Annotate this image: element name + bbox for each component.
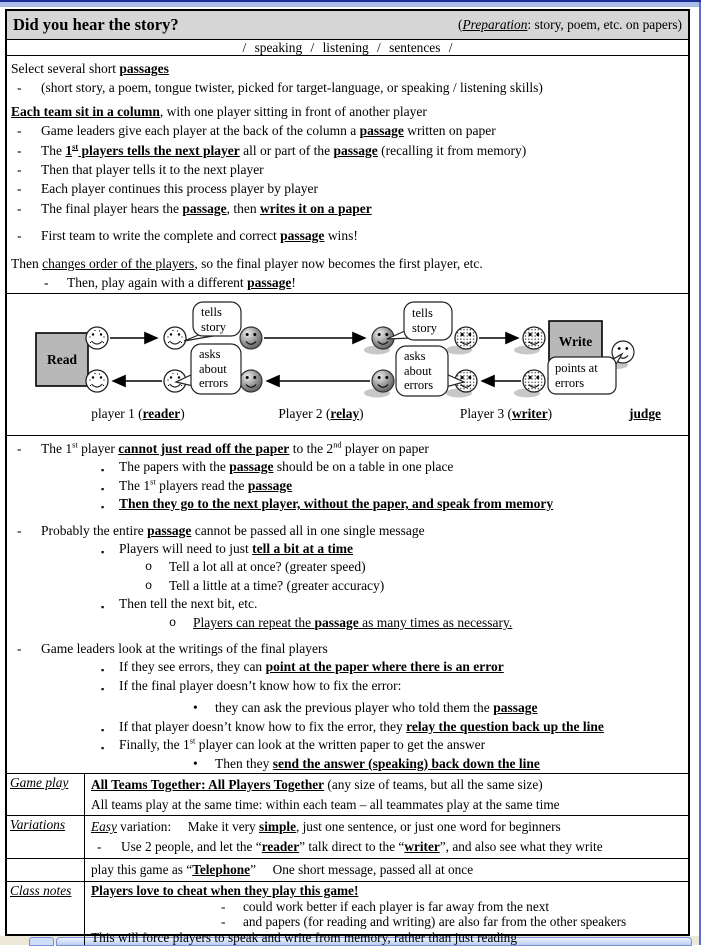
judge-label: judge — [629, 406, 661, 421]
text-segment: , then — [226, 200, 260, 216]
text-line — [11, 640, 684, 658]
bullet-marker: ▪ — [101, 724, 105, 735]
classnotes-row — [7, 882, 688, 945]
text-segment: passage — [247, 275, 292, 291]
text-segment: ”, and also see what they write — [439, 838, 603, 854]
text-segment: The — [41, 142, 66, 158]
text-line — [91, 775, 682, 795]
text-segment: Players will need to just — [119, 541, 253, 557]
label-text: ) — [180, 406, 185, 421]
bullet-marker: ▪ — [101, 683, 105, 694]
text-segment: passage — [247, 477, 293, 493]
text-segment: Probably the entire — [41, 522, 148, 538]
rules-section — [7, 436, 688, 774]
bullet-marker: - — [17, 200, 22, 216]
player3-smiley-icon — [523, 370, 545, 392]
bullet-marker: - — [17, 162, 22, 178]
text-line — [11, 102, 684, 121]
bubble-text-asks-2 — [404, 349, 433, 393]
text-line — [11, 658, 684, 676]
text-segment: player can look at the written paper to get the answer — [195, 737, 486, 753]
text-line — [11, 699, 684, 717]
text-line — [11, 558, 684, 576]
bubble-line: points at — [555, 361, 598, 375]
bullet-marker: - — [17, 123, 22, 139]
text-segment: The 1 — [41, 441, 73, 456]
read-box-label: Read — [47, 351, 77, 367]
text-segment: Then that player tells it to the next player — [41, 162, 264, 178]
bullet-marker: - — [221, 898, 226, 914]
text-segment: ! — [291, 275, 296, 291]
text-segment: Game play — [10, 775, 69, 790]
text-segment: st — [72, 440, 78, 450]
text-segment: tell a bit at a time — [252, 541, 353, 557]
text-segment: as many times as necessary. — [358, 614, 513, 630]
bubble-line: asks — [404, 349, 426, 363]
text-segment: , just one sentence, or just one word for beginners — [295, 819, 561, 834]
bullet-marker: ▪ — [101, 465, 105, 476]
label-text: ) — [547, 406, 553, 421]
text-segment: This will force players to speak and write from memory, rather than just reading — [91, 929, 517, 945]
bubble-line: tells — [412, 306, 433, 320]
text-segment: Tell a lot all at once? (greater speed) — [169, 559, 366, 575]
page-title: Did you hear the story? — [13, 15, 179, 34]
bullet-marker: ▪ — [101, 602, 105, 613]
text-segment: Players can repeat the — [193, 614, 315, 630]
text-segment: All Teams Together: All Players Together — [91, 777, 325, 792]
text-segment: Class notes — [10, 883, 72, 898]
header-row — [7, 11, 688, 40]
text-segment: passage — [333, 142, 378, 158]
text-segment: Variations — [10, 817, 66, 832]
text-segment: nd — [333, 440, 342, 450]
bullet-marker: ▪ — [101, 665, 105, 676]
text-segment: (recalling it from memory) — [377, 142, 527, 158]
text-segment: passage — [359, 123, 404, 139]
text-line — [11, 677, 684, 695]
bubble-line: story — [412, 320, 437, 335]
label-role: writer — [511, 406, 548, 421]
intro-section — [7, 56, 688, 294]
bullet-marker: o — [169, 615, 177, 630]
text-line — [91, 817, 682, 837]
text-line — [11, 179, 684, 198]
text-line — [11, 254, 684, 273]
preparation-note — [458, 17, 682, 33]
variations-label — [7, 816, 85, 858]
text-line — [11, 614, 684, 632]
text-segment: ( — [457, 17, 463, 32]
bullet-marker: • — [193, 755, 198, 771]
lesson-document — [5, 9, 690, 945]
gameplay-row — [7, 774, 688, 816]
player1-smiley-icon — [86, 327, 108, 349]
text-segment: , with one player sitting in front of another player — [159, 103, 427, 119]
bubble-line: asks — [199, 347, 221, 361]
text-segment: variation: Make it very — [116, 819, 260, 834]
text-segment: player on paper — [341, 441, 429, 456]
player3-label — [460, 406, 552, 422]
bubble-text-asks-1 — [199, 347, 228, 391]
bullet-marker: ▪ — [101, 483, 105, 494]
player3-smiley-icon — [523, 327, 545, 349]
text-line — [11, 59, 684, 78]
text-line — [11, 160, 684, 179]
text-segment: send the answer (speaking) back down the line — [272, 755, 540, 771]
skills-row: / speaking / listening / sentences / — [7, 40, 688, 56]
bubble-line: about — [404, 363, 432, 378]
text-line — [11, 458, 684, 476]
text-segment: st — [72, 142, 79, 152]
text-segment: play this game as “ — [91, 862, 193, 877]
variations-row — [7, 816, 688, 859]
text-segment: wins! — [324, 228, 358, 244]
telephone-row — [7, 859, 688, 882]
text-segment: Each team sit in a column — [11, 103, 160, 119]
text-line — [91, 795, 682, 815]
classnotes-content — [85, 882, 688, 945]
text-segment: written on paper — [403, 123, 496, 139]
text-segment: player — [77, 441, 119, 456]
text-segment: Select several short — [11, 61, 120, 76]
text-segment: point at the paper where there is an error — [265, 659, 504, 675]
text-line — [11, 495, 684, 513]
bullet-marker: - — [17, 142, 22, 158]
text-segment: passage — [280, 228, 325, 244]
text-segment: Game leaders give each player at the back of the column a — [41, 123, 360, 139]
write-box-label: Write — [558, 334, 593, 349]
text-segment: players tells the next player — [78, 142, 240, 158]
bullet-marker: - — [221, 914, 226, 929]
text-line — [11, 522, 684, 540]
text-segment: changes order of the players — [42, 255, 195, 271]
diagram-section — [7, 294, 688, 436]
text-segment: writer — [404, 838, 440, 854]
player1-smiley-icon — [86, 370, 108, 392]
text-line — [11, 121, 684, 140]
bullet-marker: ▪ — [101, 547, 105, 558]
bullet-marker: o — [145, 578, 153, 593]
text-segment: Each player continues this process player by player — [41, 181, 319, 197]
window-top-edge — [0, 0, 701, 9]
bullet-marker: - — [17, 80, 22, 96]
text-line — [11, 141, 684, 160]
text-line — [11, 199, 684, 218]
gameplay-content — [85, 774, 688, 815]
bullet-marker: - — [44, 275, 49, 291]
bubble-line: errors — [555, 375, 585, 390]
label-text: Player 2 ( — [278, 406, 331, 421]
text-line — [11, 577, 684, 595]
bullet-marker: o — [145, 560, 153, 575]
player3-smiley-icon — [455, 327, 477, 349]
text-line — [11, 736, 684, 754]
text-segment: all or part of the — [239, 142, 334, 158]
variations-content — [85, 816, 688, 858]
text-line — [91, 860, 682, 879]
text-segment: ” One short message, passed all at once — [250, 862, 474, 877]
text-segment: Then, play again with a different — [67, 275, 248, 291]
text-line — [91, 837, 682, 857]
text-segment: reader — [261, 838, 300, 854]
label-role: relay — [330, 406, 360, 421]
text-line — [11, 78, 684, 97]
text-segment: Preparation — [462, 17, 528, 32]
text-segment: , so the final player now becomes the first player, etc. — [194, 255, 483, 271]
text-segment: Finally, the 1 — [119, 737, 190, 753]
bullet-marker: - — [97, 838, 102, 854]
telephone-content — [85, 859, 688, 881]
text-segment: Game leaders look at the writings of the final players — [41, 641, 328, 657]
text-segment: Then they go to the next player, without the paper, and speak from memory — [119, 496, 554, 512]
text-segment: could work better if each player is far away from the next — [243, 898, 550, 914]
text-segment: Then they — [215, 755, 273, 771]
text-segment: cannot just read off the paper — [118, 441, 290, 456]
text-segment: 1 — [65, 142, 73, 158]
classnotes-label — [7, 882, 85, 945]
text-segment: and papers (for reading and writing) are also far from the other speakers — [243, 914, 627, 929]
text-line — [11, 718, 684, 736]
text-line — [11, 755, 684, 773]
player2-smiley-icon — [240, 327, 262, 349]
text-segment: Then — [11, 255, 43, 271]
text-segment: Players love to cheat when they play this game! — [91, 883, 359, 898]
text-segment: If they see errors, they can — [119, 659, 266, 675]
bullet-marker: ▪ — [101, 743, 105, 754]
bullet-marker: - — [17, 522, 22, 538]
text-segment: (any size of teams, but all the same size) — [324, 777, 543, 792]
player2-label — [278, 406, 363, 422]
text-line — [11, 477, 684, 495]
text-line — [11, 226, 684, 245]
text-segment: The final player hears the — [41, 200, 183, 216]
bullet-marker: - — [17, 228, 22, 244]
gameplay-label — [7, 774, 85, 815]
text-segment: Then tell the next bit, etc. — [119, 596, 258, 612]
label-text: ) — [359, 406, 364, 421]
text-line — [11, 540, 684, 558]
text-segment: st — [150, 477, 156, 487]
bullet-marker: ▪ — [101, 502, 105, 513]
bubble-text-points — [555, 361, 598, 390]
player2-smiley-icon — [240, 370, 262, 392]
text-segment: passage — [147, 522, 192, 538]
label-text: Player 3 ( — [459, 406, 512, 421]
text-segment: passage — [493, 700, 538, 716]
text-segment: should be on a table in one place — [273, 459, 454, 475]
player1-label — [91, 406, 184, 422]
text-segment: (short story, a poem, tongue twister, picked for target-language, or speaking / listening skills) — [41, 80, 543, 96]
bullet-marker: - — [17, 181, 22, 197]
player1-smiley-icon — [164, 327, 186, 349]
text-segment: passage — [182, 200, 227, 216]
text-line — [91, 899, 682, 915]
text-segment: relay the question back up the line — [406, 718, 604, 734]
text-segment: The papers with the — [119, 459, 230, 475]
text-segment: writes it on a paper — [259, 200, 372, 216]
text-segment: First team to write the complete and correct — [41, 228, 281, 244]
text-segment: passages — [119, 61, 169, 76]
bullet-marker: - — [17, 641, 22, 657]
text-segment: passage — [314, 614, 359, 630]
text-segment: they can ask the previous player who told them the — [215, 700, 494, 716]
text-line — [91, 914, 682, 930]
label-text: player 1 ( — [91, 406, 143, 421]
text-segment: If that player doesn’t know how to fix the error, they — [119, 718, 407, 734]
label-role: reader — [142, 406, 181, 421]
player2-smiley-icon — [372, 370, 394, 392]
bubble-line: errors — [199, 376, 229, 390]
bubble-line: errors — [404, 378, 434, 392]
text-line — [11, 273, 684, 292]
bullet-marker: - — [17, 441, 22, 456]
text-segment: simple — [259, 819, 296, 834]
text-segment: st — [189, 736, 196, 746]
bullet-marker: • — [193, 700, 198, 716]
bubble-line: story — [201, 319, 226, 334]
text-segment: cannot be passed all in one single message — [191, 522, 425, 538]
text-line — [11, 440, 684, 458]
text-segment: Telephone — [192, 862, 251, 877]
telephone-label-empty — [7, 859, 85, 881]
bubble-line: tells — [201, 305, 222, 319]
bubble-text-tells-2 — [412, 306, 437, 335]
text-segment: All teams play at the same time: within each team – all teammates play at the same time — [91, 796, 560, 812]
text-segment: Easy — [91, 819, 117, 834]
text-segment: to the 2 — [289, 441, 334, 456]
bubble-text-tells-1 — [201, 305, 226, 334]
text-line — [11, 595, 684, 613]
text-segment: Use 2 people, and let the “ — [121, 838, 262, 854]
text-segment: Tell a little at a time? (greater accuracy) — [169, 577, 385, 593]
text-line — [91, 883, 682, 899]
text-segment: If the final player doesn’t know how to fix the error: — [119, 677, 402, 693]
text-segment: ” talk direct to the “ — [299, 838, 405, 854]
text-segment: : story, poem, etc. on papers) — [527, 17, 682, 32]
text-segment: players read the — [155, 477, 248, 493]
text-segment: passage — [229, 459, 274, 475]
text-segment: The 1 — [119, 477, 151, 493]
text-line — [91, 930, 682, 946]
bubble-line: about — [199, 361, 227, 376]
